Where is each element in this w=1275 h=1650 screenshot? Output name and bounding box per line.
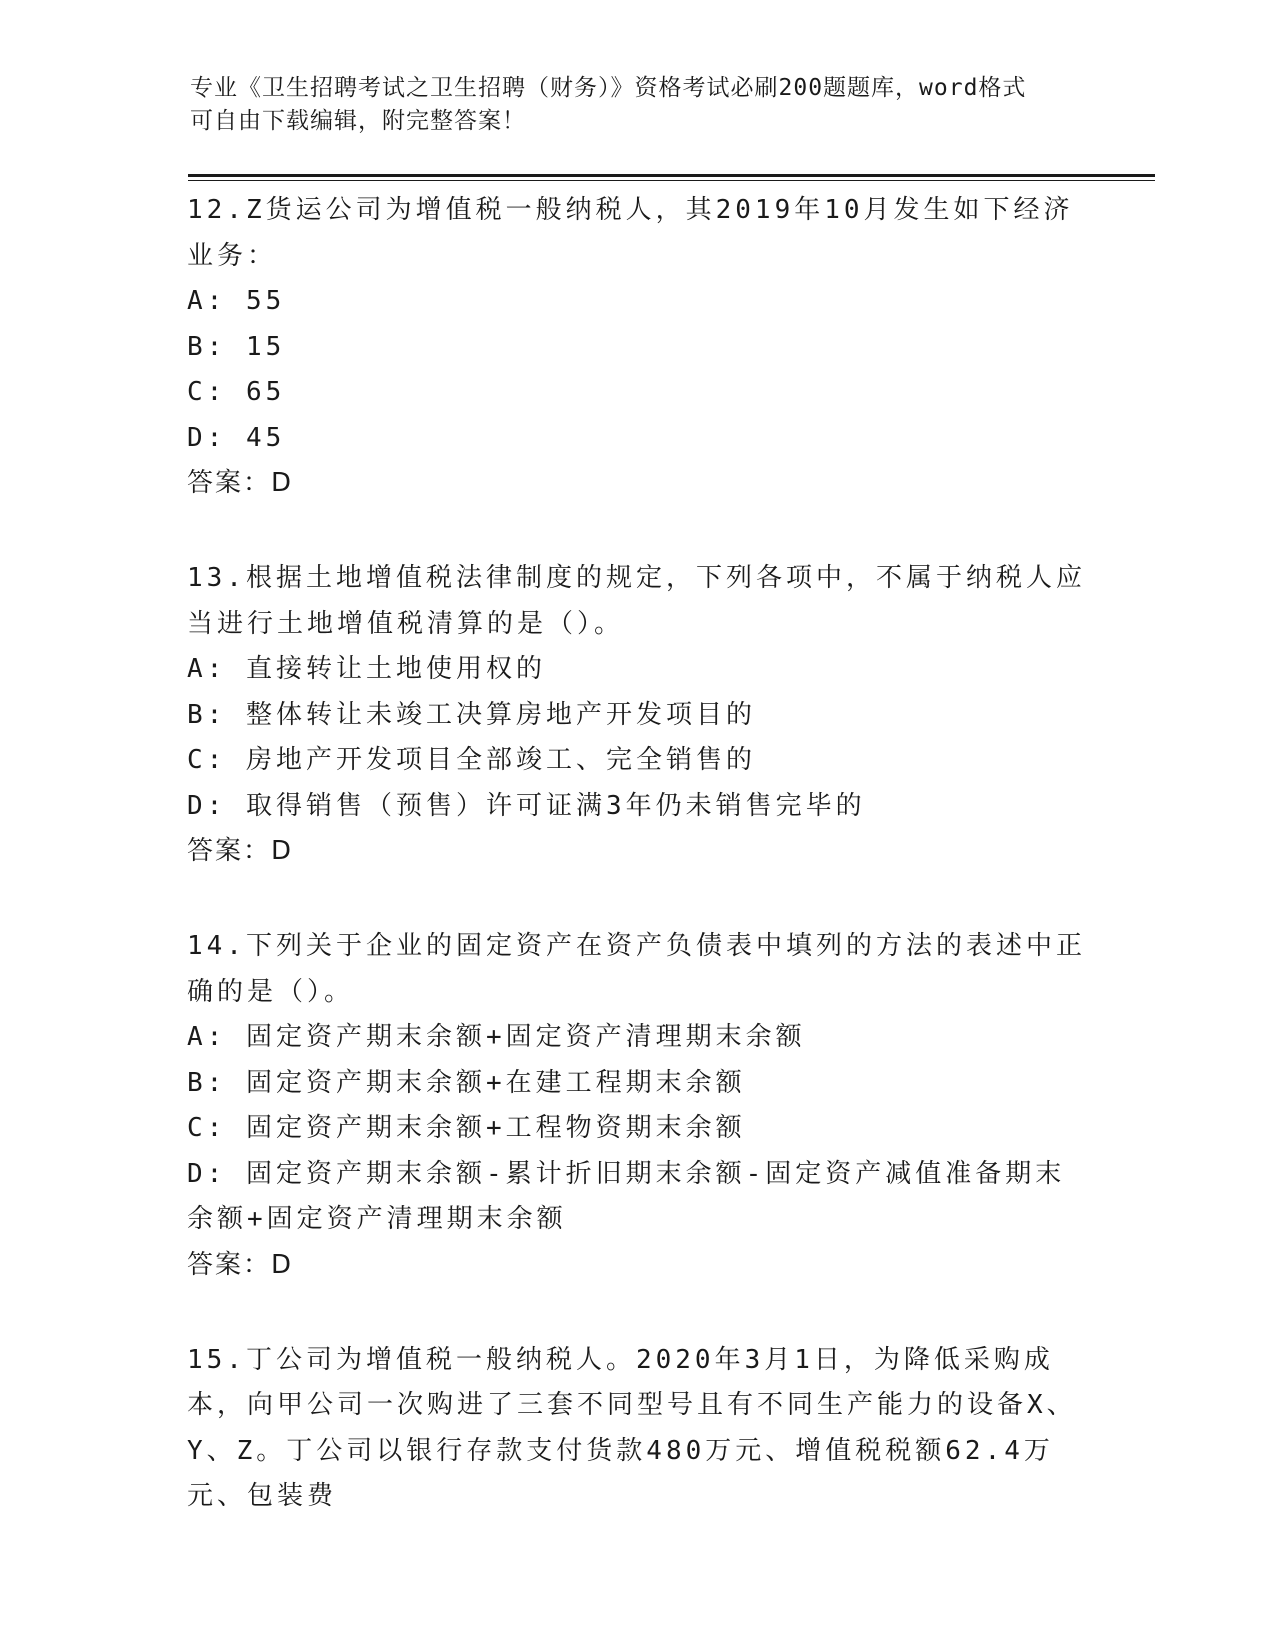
answer: 答案：D xyxy=(187,1249,294,1280)
option-b: B: 整体转让未竣工决算房地产开发项目的 xyxy=(187,699,756,730)
option-a: A: 固定资产期末余额+固定资产清理期末余额 xyxy=(187,1022,806,1052)
option-a: A: 直接转让土地使用权的 xyxy=(187,654,546,684)
header-rule-thin xyxy=(188,180,1155,181)
question-text: 13.根据土地增值税法律制度的规定，下列各项中，不属于纳税人应当进行土地增值税清算的是（）。 xyxy=(187,563,1086,639)
option-b: B: 15 xyxy=(187,331,286,362)
option-c: C: 房地产开发项目全部竣工、完全销售的 xyxy=(187,745,756,775)
question-text: 14.下列关于企业的固定资产在资产负债表中填列的方法的表述中正确的是（）。 xyxy=(187,931,1086,1007)
question-13 xyxy=(187,556,1087,874)
question-12 xyxy=(187,188,1087,506)
question-list xyxy=(187,188,1087,1570)
answer: 答案：D xyxy=(187,468,294,498)
option-a: A: 55 xyxy=(187,286,286,316)
option-d: D: 取得销售（预售）许可证满3年仍未销售完毕的 xyxy=(187,790,866,821)
question-text: 15.丁公司为增值税一般纳税人。2020年3月1日，为降低采购成本，向甲公司一次购进了三套不同型号且有不同生产能力的设备X、Y、Z。丁公司以银行存款支付货款480万元、增值税税额62.4万元、包装费 xyxy=(187,1344,1077,1511)
option-d: D: 固定资产期末余额-累计折旧期末余额-固定资产减值准备期末余额+固定资产清理期末余额 xyxy=(187,1158,1066,1234)
question-text: 12.Z货运公司为增值税一般纳税人，其2019年10月发生如下经济业务： xyxy=(187,195,1074,271)
question-15 xyxy=(187,1338,1087,1520)
document-header: 专业《卫生招聘考试之卫生招聘（财务）》资格考试必刷200题题库，word格式 可自由下载编辑，附完整答案！ xyxy=(190,75,1027,134)
header-rule-thick xyxy=(188,174,1155,177)
answer: 答案：D xyxy=(187,836,294,866)
question-14 xyxy=(187,924,1087,1288)
option-c: C: 固定资产期末余额+工程物资期末余额 xyxy=(187,1113,746,1143)
option-b: B: 固定资产期末余额+在建工程期末余额 xyxy=(187,1067,746,1098)
option-d: D: 45 xyxy=(187,422,286,453)
option-c: C: 65 xyxy=(187,377,286,407)
